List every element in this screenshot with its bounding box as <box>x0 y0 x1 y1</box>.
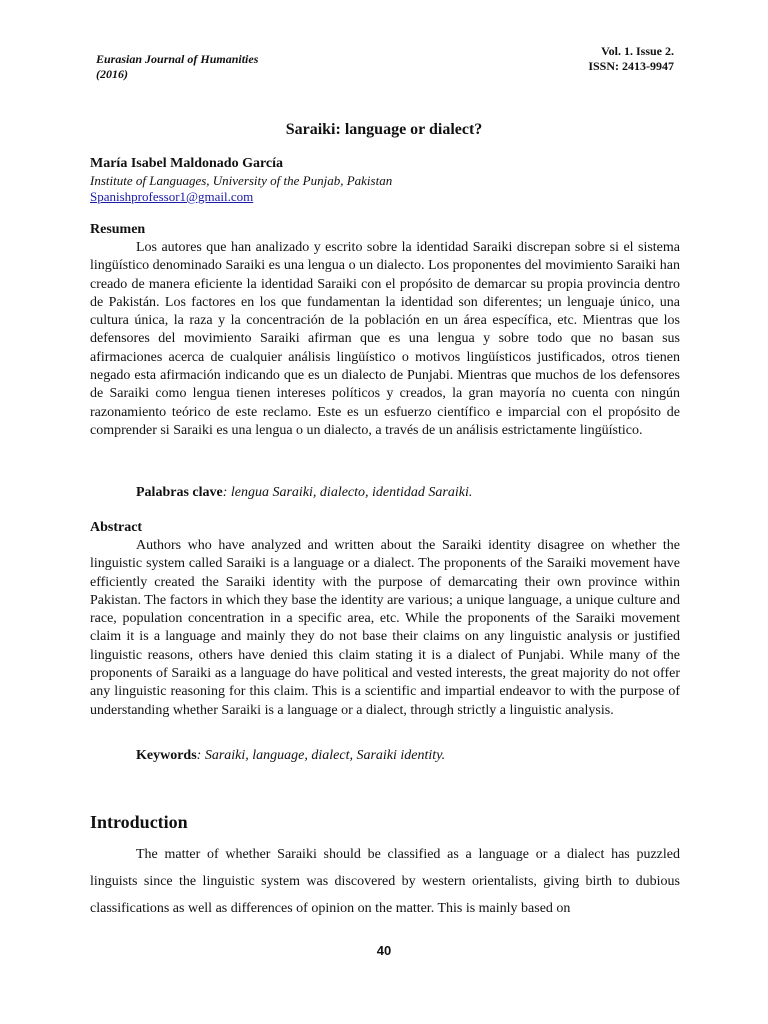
journal-name <box>96 52 258 82</box>
volume-info <box>588 44 674 74</box>
article-title: Saraiki: language or dialect? <box>285 121 483 138</box>
resumen-keywords-label: Palabras clave <box>136 485 223 500</box>
introduction-text: The matter of whether Saraiki should be classified as a language or a dialect has puzzled linguists since the linguistic system was discovered by western orientalists, giving birth to dubious classifications as well as differences of opinion on the matter. This is mainly based on <box>90 847 680 916</box>
issn: ISSN: 2413-9947 <box>588 59 674 73</box>
abstract-heading: Abstract <box>90 520 143 535</box>
journal-year: (2016) <box>96 67 128 81</box>
abstract-text: Authors who have analyzed and written about the Saraiki identity disagree on whether the linguistic system called Saraiki is a language or a dialect. The proponents of the Saraiki movement have efficiently created the Saraiki identity with the purpose of demarcating their own province within Pakistan. The factors in which they base the identity are various; a unique language, a unique culture and race, population concentration in a specific area, etc. While the proponents of the Saraiki movement claim it is a language and mainly they do not base their claims on any linguistic analysis or justified linguistic reasons, others have denied this claim stating it is a dialect of Punjabi. While many of the proponents of Saraiki as a language do have political and vested interests, the great majority do not offer any linguistic reasoning for this claim. This is a scientific and impartial endeavor to with the purpose of understanding whether Saraiki is a language or a dialect, through strictly a linguistic analysis. <box>90 538 680 718</box>
resumen-keywords <box>136 485 696 501</box>
resumen-keywords-text: : lengua Saraiki, dialecto, identidad Saraiki. <box>222 485 473 500</box>
abstract-keywords <box>136 748 696 764</box>
introduction-heading: Introduction <box>90 812 188 832</box>
author-email-link[interactable]: Spanishprofessor1@gmail.com <box>90 189 254 204</box>
introduction-paragraph <box>90 842 680 922</box>
volume-issue: Vol. 1. Issue 2. <box>601 44 674 58</box>
resumen-paragraph <box>90 239 680 440</box>
abstract-section <box>90 537 680 720</box>
abstract-keywords-text: : Saraiki, language, dialect, Saraiki identity. <box>196 748 446 763</box>
resumen-heading: Resumen <box>90 222 146 237</box>
abstract-keywords-label: Keywords <box>136 748 197 763</box>
journal-title: Eurasian Journal of Humanities <box>96 52 259 66</box>
resumen-text: Los autores que han analizado y escrito sobre la identidad Saraiki discrepan sobre si el sistema lingüístico denominado Saraiki es una lengua o un dialecto. Los proponentes del movimiento Saraiki han creado de manera eficiente la identidad Saraiki con el propósito de demarcar su propia provincia dentro de Pakistán. Los factores en los que fundamentan la identidad son diferentes; un lenguaje único, una cultura única, la raza y la concentración de la población en un área específica, etc. Mientras que los defensores del movimiento Saraiki afirman que es una lengua y sobre todo que no basan sus afirmaciones acerca de cualquier análisis lingüístico o motivos lingüísticos justificados, otros tienen negado esta afirmación indicando que es un dialecto de Punjabi. Mientras que muchos de los defensores de Saraiki como lengua tienen intereses políticos y creados, la gran mayoría no cuenta con ningún razonamiento teórico de este reclamo. Este es un esfuerzo científico e imparcial con el propósito de comprender si Saraiki es una lengua o un dialecto, a través de un análisis estrictamente lingüístico. <box>90 240 680 438</box>
author-affiliation: Institute of Languages, University of the Punjab, Pakistan <box>90 173 393 188</box>
introduction-section <box>90 842 680 922</box>
resumen-section <box>90 239 680 440</box>
abstract-paragraph <box>90 537 680 720</box>
page-number: 40 <box>376 943 392 958</box>
author-name: María Isabel Maldonado García <box>90 156 284 171</box>
